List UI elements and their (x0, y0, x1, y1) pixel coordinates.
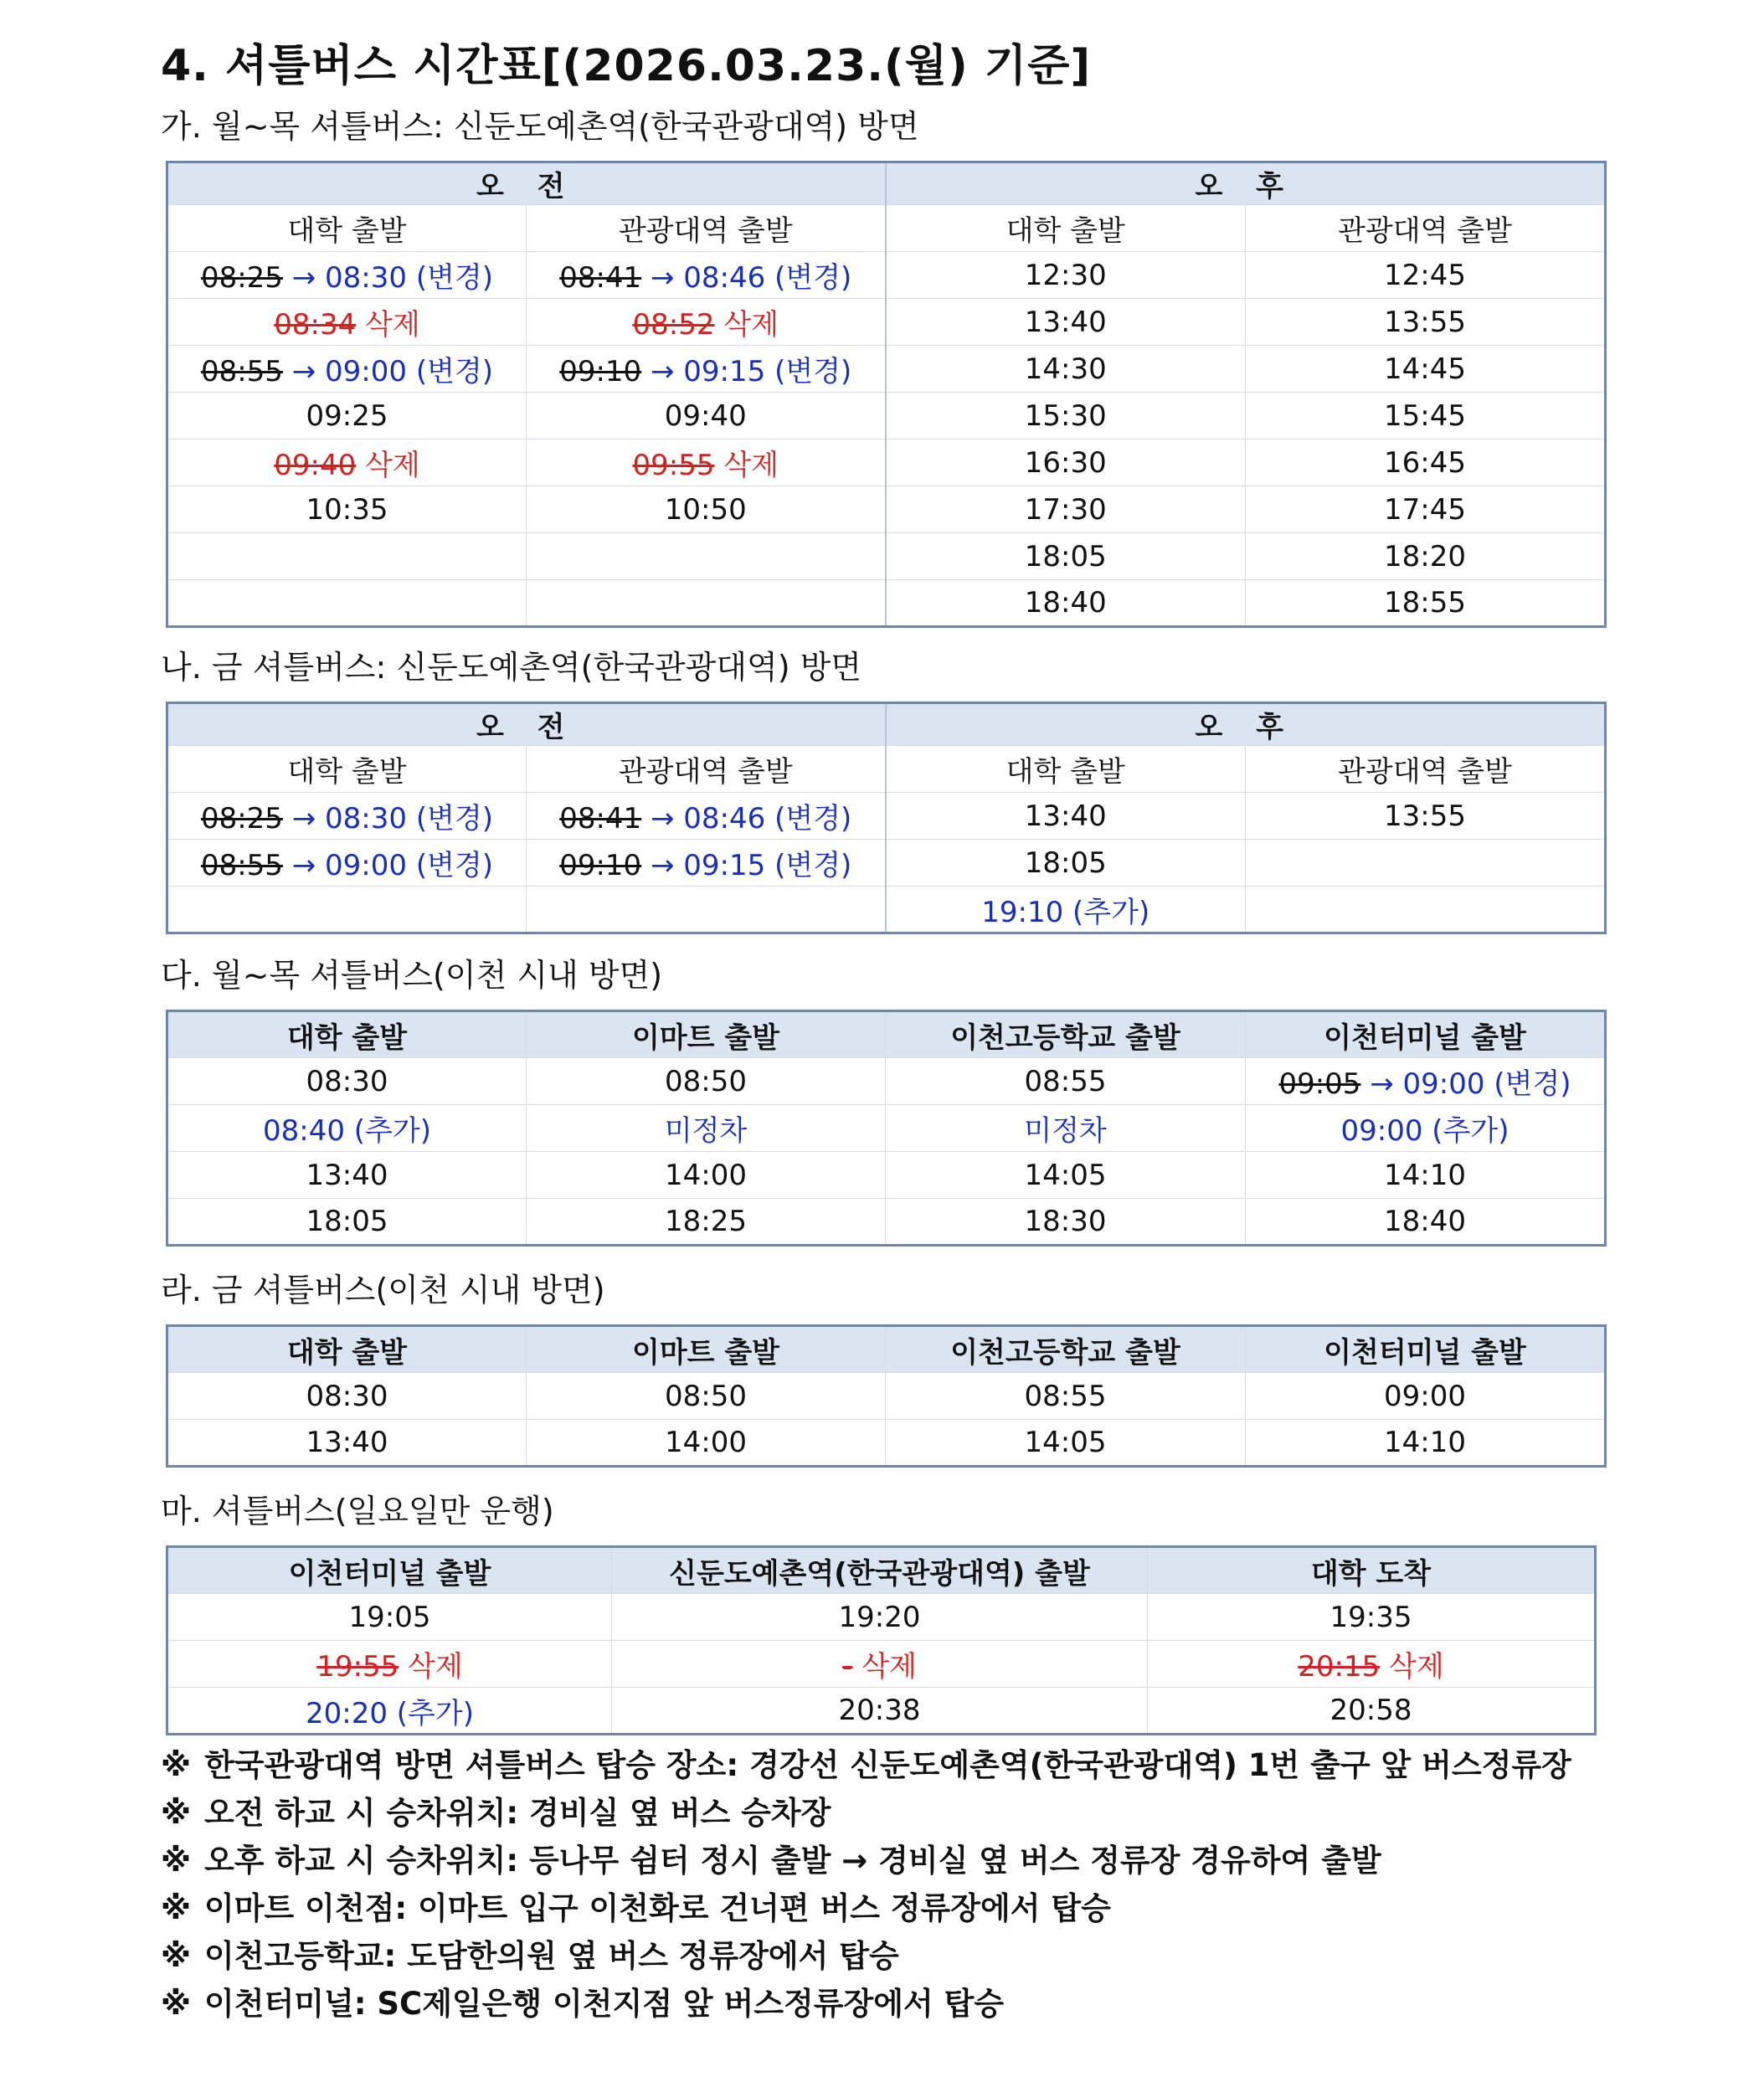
table-row (167, 840, 1606, 887)
empty-cell (1246, 887, 1606, 933)
time-cell: 15:45 (1246, 393, 1606, 440)
col-header: 대학 출발 (167, 1011, 527, 1058)
time-cell: 14:10 (1246, 1152, 1606, 1199)
time-cell: 14:05 (886, 1420, 1246, 1467)
col-header: 대학 도착 (1148, 1547, 1596, 1594)
time-cell: 13:40 (886, 299, 1246, 346)
time-cell: 19:35 (1148, 1594, 1596, 1641)
time-cell: 13:40 (167, 1152, 527, 1199)
changed-time: → 09:00 (변경) (291, 355, 494, 388)
time-cell (167, 252, 527, 299)
section-b-title: 나. 금 셔틀버스: 신둔도예촌역(한국관광대역) 방면 (161, 649, 862, 686)
old-time: 08:55 (200, 849, 283, 882)
time-cell: 18:55 (1246, 580, 1606, 627)
table-row (167, 1420, 1606, 1467)
time-cell (167, 840, 527, 887)
time-cell: 14:30 (886, 346, 1246, 393)
old-time: - (842, 1650, 853, 1684)
table-row (167, 393, 1606, 440)
time-cell: 20:58 (1148, 1688, 1596, 1735)
time-cell: 17:30 (886, 486, 1246, 533)
section-e-table (166, 1545, 1597, 1735)
col-header: 대학 출발 (886, 746, 1246, 793)
time-cell: 10:50 (527, 486, 886, 533)
old-time: 09:10 (559, 355, 642, 388)
changed-time: → 09:15 (변경) (650, 355, 852, 388)
empty-cell (1246, 840, 1606, 887)
section-d-table (166, 1324, 1607, 1468)
table-row (167, 486, 1606, 533)
page-title: 4. 셔틀버스 시간표[(2026.03.23.(월) 기준] (161, 41, 1092, 91)
time-cell: 18:05 (167, 1199, 527, 1246)
section-c-title: 다. 월~목 셔틀버스(이천 시내 방면) (161, 957, 663, 994)
col-header: 이천터미널 출발 (167, 1547, 612, 1594)
time-cell: 08:30 (167, 1058, 527, 1105)
table-row (167, 887, 1606, 933)
pm-header: 오 후 (886, 703, 1606, 746)
time-cell: 18:05 (886, 533, 1246, 580)
time-cell (527, 440, 886, 486)
table-row (167, 440, 1606, 486)
note-text: 한국관광대역 방면 셔틀버스 탑승 장소: 경강선 신둔도예촌역(한국관광대역) 1번 출구 앞 버스정류장 (204, 1747, 1571, 1783)
old-time: 08:34 (274, 308, 357, 342)
col-header: 이천터미널 출발 (1246, 1326, 1606, 1373)
time-cell: 08:50 (527, 1058, 886, 1105)
table-row (167, 1641, 1596, 1688)
time-cell: 18:05 (886, 840, 1246, 887)
empty-cell (167, 887, 527, 933)
col-header: 대학 출발 (167, 746, 527, 793)
old-time: 08:25 (200, 261, 283, 295)
table-row (167, 1058, 1606, 1105)
time-cell: 15:30 (886, 393, 1246, 440)
changed-time: → 08:46 (변경) (650, 261, 852, 295)
time-cell: 16:30 (886, 440, 1246, 486)
time-cell (527, 299, 886, 346)
changed-time: → 09:00 (변경) (1370, 1067, 1571, 1101)
note-item (161, 1980, 1571, 2028)
changed-time: → 08:46 (변경) (650, 802, 852, 835)
col-header: 대학 출발 (167, 1326, 527, 1373)
col-header: 이천고등학교 출발 (886, 1326, 1246, 1373)
col-header: 이천고등학교 출발 (886, 1011, 1246, 1058)
col-header: 이마트 출발 (527, 1011, 886, 1058)
added-time: 20:20 (추가) (167, 1688, 612, 1735)
note-item (161, 1789, 1571, 1837)
changed-time: → 09:15 (변경) (650, 849, 852, 882)
deleted-tag: 삭제 (1389, 1650, 1444, 1684)
time-cell: 13:55 (1246, 299, 1606, 346)
time-cell: 12:45 (1246, 252, 1606, 299)
deleted-tag: 삭제 (723, 449, 779, 482)
table-row (167, 299, 1606, 346)
empty-cell (527, 533, 886, 580)
time-cell: 09:00 (1246, 1373, 1606, 1420)
col-header: 대학 출발 (886, 205, 1246, 252)
empty-cell (167, 533, 527, 580)
table-row (167, 1152, 1606, 1199)
deleted-tag: 삭제 (365, 308, 420, 342)
reference-mark-icon: ※ (161, 1795, 191, 1831)
deleted-tag: 삭제 (723, 308, 779, 342)
reference-mark-icon: ※ (161, 1986, 191, 2022)
col-header: 대학 출발 (167, 205, 527, 252)
time-cell (527, 793, 886, 840)
time-cell (612, 1641, 1148, 1688)
table-row (167, 346, 1606, 393)
time-cell: 14:10 (1246, 1420, 1606, 1467)
table-row (167, 1105, 1606, 1152)
time-cell (167, 440, 527, 486)
time-cell (167, 793, 527, 840)
am-header: 오 전 (167, 162, 886, 205)
col-header: 관광대역 출발 (527, 205, 886, 252)
section-a-table (166, 161, 1607, 628)
table-row (167, 1199, 1606, 1246)
time-cell: 10:35 (167, 486, 527, 533)
added-time: 08:40 (추가) (167, 1105, 527, 1152)
old-time: 09:40 (274, 449, 357, 482)
time-cell: 14:00 (527, 1420, 886, 1467)
note-text: 이천고등학교: 도담한의원 옆 버스 정류장에서 탑승 (204, 1938, 899, 1974)
old-time: 09:55 (632, 449, 715, 482)
time-cell (167, 1641, 612, 1688)
time-cell (167, 346, 527, 393)
time-cell: 13:40 (167, 1420, 527, 1467)
time-cell: 12:30 (886, 252, 1246, 299)
time-cell: 14:00 (527, 1152, 886, 1199)
time-cell: 09:25 (167, 393, 527, 440)
changed-time: → 09:00 (변경) (291, 849, 494, 882)
old-time: 08:52 (632, 308, 715, 342)
time-cell (1246, 1058, 1606, 1105)
time-cell: 18:40 (886, 580, 1246, 627)
col-header: 이마트 출발 (527, 1326, 886, 1373)
table-row (167, 1594, 1596, 1641)
note-item (161, 1932, 1571, 1980)
deleted-tag: 삭제 (408, 1650, 463, 1684)
section-c-table (166, 1010, 1607, 1247)
table-row (167, 1688, 1596, 1735)
old-time: 19:55 (316, 1650, 399, 1684)
no-stop-cell: 미정차 (886, 1105, 1246, 1152)
old-time: 08:41 (559, 802, 642, 835)
time-cell: 13:40 (886, 793, 1246, 840)
time-cell: 18:30 (886, 1199, 1246, 1246)
old-time: 08:55 (200, 355, 283, 388)
time-cell: 18:40 (1246, 1199, 1606, 1246)
table-row (167, 1373, 1606, 1420)
old-time: 09:05 (1278, 1067, 1361, 1101)
col-header: 이천터미널 출발 (1246, 1011, 1606, 1058)
time-cell: 17:45 (1246, 486, 1606, 533)
time-cell (527, 840, 886, 887)
notes-list (161, 1741, 1571, 2028)
old-time: 09:10 (559, 849, 642, 882)
note-item (161, 1837, 1571, 1884)
note-text: 이마트 이천점: 이마트 입구 이천화로 건너편 버스 정류장에서 탑승 (204, 1890, 1111, 1926)
time-cell: 13:55 (1246, 793, 1606, 840)
col-header: 관광대역 출발 (1246, 205, 1606, 252)
time-cell: 08:55 (886, 1373, 1246, 1420)
table-row (167, 793, 1606, 840)
added-time: 09:00 (추가) (1246, 1105, 1606, 1152)
col-header: 신둔도예촌역(한국관광대역) 출발 (612, 1547, 1148, 1594)
note-item (161, 1741, 1571, 1789)
section-b-table (166, 702, 1607, 934)
time-cell: 14:05 (886, 1152, 1246, 1199)
time-cell: 19:05 (167, 1594, 612, 1641)
time-cell: 20:38 (612, 1688, 1148, 1735)
time-cell: 18:20 (1246, 533, 1606, 580)
added-time: 19:10 (추가) (886, 887, 1246, 933)
changed-time: → 08:30 (변경) (291, 261, 494, 295)
pm-header: 오 후 (886, 162, 1606, 205)
note-text: 이천터미널: SC제일은행 이천지점 앞 버스정류장에서 탑승 (204, 1986, 1005, 2022)
time-cell: 16:45 (1246, 440, 1606, 486)
time-cell: 09:40 (527, 393, 886, 440)
time-cell: 18:25 (527, 1199, 886, 1246)
table-row (167, 533, 1606, 580)
deleted-tag: 삭제 (365, 449, 420, 482)
time-cell: 14:45 (1246, 346, 1606, 393)
deleted-tag: 삭제 (861, 1650, 917, 1684)
empty-cell (527, 887, 886, 933)
empty-cell (527, 580, 886, 627)
col-header: 관광대역 출발 (1246, 746, 1606, 793)
reference-mark-icon: ※ (161, 1890, 191, 1926)
old-time: 08:41 (559, 261, 642, 295)
time-cell (527, 346, 886, 393)
old-time: 08:25 (200, 802, 283, 835)
changed-time: → 08:30 (변경) (291, 802, 494, 835)
reference-mark-icon: ※ (161, 1843, 191, 1879)
reference-mark-icon: ※ (161, 1938, 191, 1974)
am-header: 오 전 (167, 703, 886, 746)
time-cell (527, 252, 886, 299)
time-cell: 08:55 (886, 1058, 1246, 1105)
note-text: 오후 하교 시 승차위치: 등나무 쉼터 정시 출발 → 경비실 옆 버스 정류장 경유하여 출발 (204, 1843, 1381, 1879)
table-row (167, 580, 1606, 627)
time-cell (167, 299, 527, 346)
section-a-title: 가. 월~목 셔틀버스: 신둔도예촌역(한국관광대역) 방면 (161, 108, 919, 145)
time-cell: 19:20 (612, 1594, 1148, 1641)
section-d-title: 라. 금 셔틀버스(이천 시내 방면) (161, 1272, 605, 1308)
section-e-title: 마. 셔틀버스(일요일만 운행) (161, 1493, 554, 1529)
time-cell (1148, 1641, 1596, 1688)
table-row (167, 252, 1606, 299)
reference-mark-icon: ※ (161, 1747, 191, 1783)
col-header: 관광대역 출발 (527, 746, 886, 793)
empty-cell (167, 580, 527, 627)
note-text: 오전 하교 시 승차위치: 경비실 옆 버스 승차장 (204, 1795, 831, 1831)
old-time: 20:15 (1298, 1650, 1381, 1684)
no-stop-cell: 미정차 (527, 1105, 886, 1152)
note-item (161, 1884, 1571, 1932)
time-cell: 08:30 (167, 1373, 527, 1420)
time-cell: 08:50 (527, 1373, 886, 1420)
